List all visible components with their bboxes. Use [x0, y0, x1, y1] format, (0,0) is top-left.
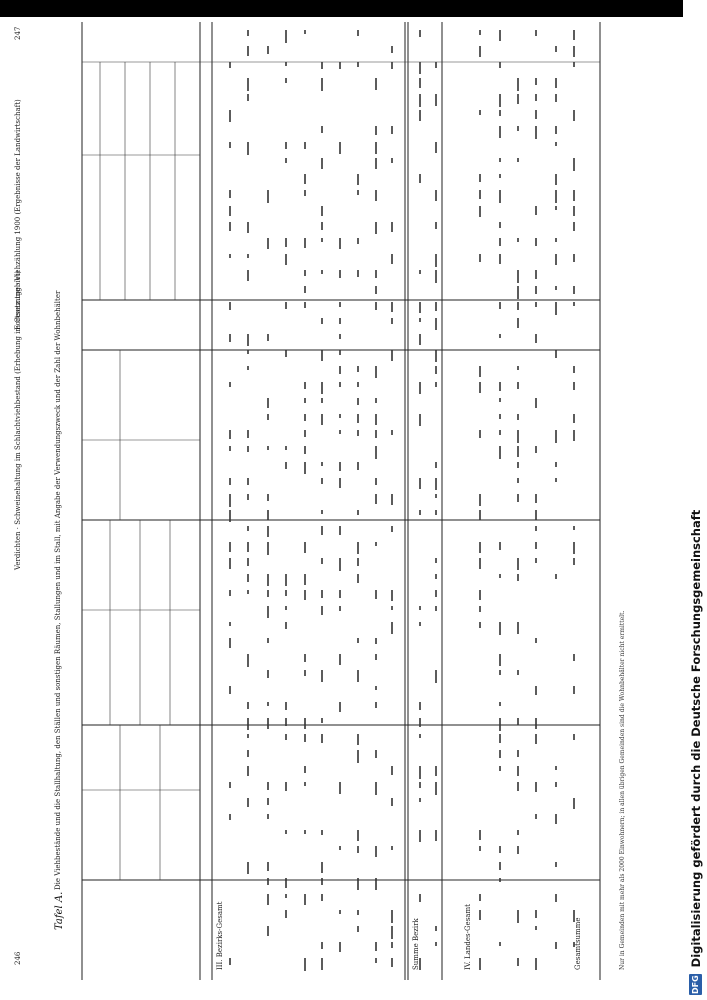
footnote: Nur in Gemeinden mit mehr als 2000 Einwohnern; in allen übrigen Gemeinden sind die Wohnbehälter nicht ermittelt.: [619, 610, 626, 970]
dfg-credit: [689, 5, 703, 995]
page-number-left: 246: [14, 951, 22, 965]
running-head-right: Fortsetzung · Viehzählung 1900 (Ergebnisse der Landwirtschaft): [14, 99, 22, 330]
section-label-3: IV. Landes-Gesamt: [464, 904, 472, 970]
section-label-4: Gesamtsumme: [574, 917, 582, 970]
running-head-left: Verdichten · Schweinehaltung im Schlachtviehbestand (Erhebung im Gesamtgebiet): [14, 270, 22, 570]
dfg-credit-text: Digitalisierung gefördert durch die Deutsche Forschungsgemeinschaft: [689, 509, 703, 968]
dfg-logo: DFG: [691, 975, 700, 994]
table-title: Die Viehbestände und die Stallhaltung, den Ställen und sonstigen Räumen, Stallungen und im Stall, mit Angabe der Verwendungszweck und der Zahl der Wohnbehälter: [54, 290, 62, 890]
section-label-1: III. Bezirks-Gesamt: [216, 901, 224, 970]
table-figures: [230, 30, 574, 971]
table-label: Tafel A.: [54, 891, 65, 930]
section-label-2: Summe Bezirk: [412, 918, 420, 970]
page-number-right: 247: [14, 26, 22, 40]
